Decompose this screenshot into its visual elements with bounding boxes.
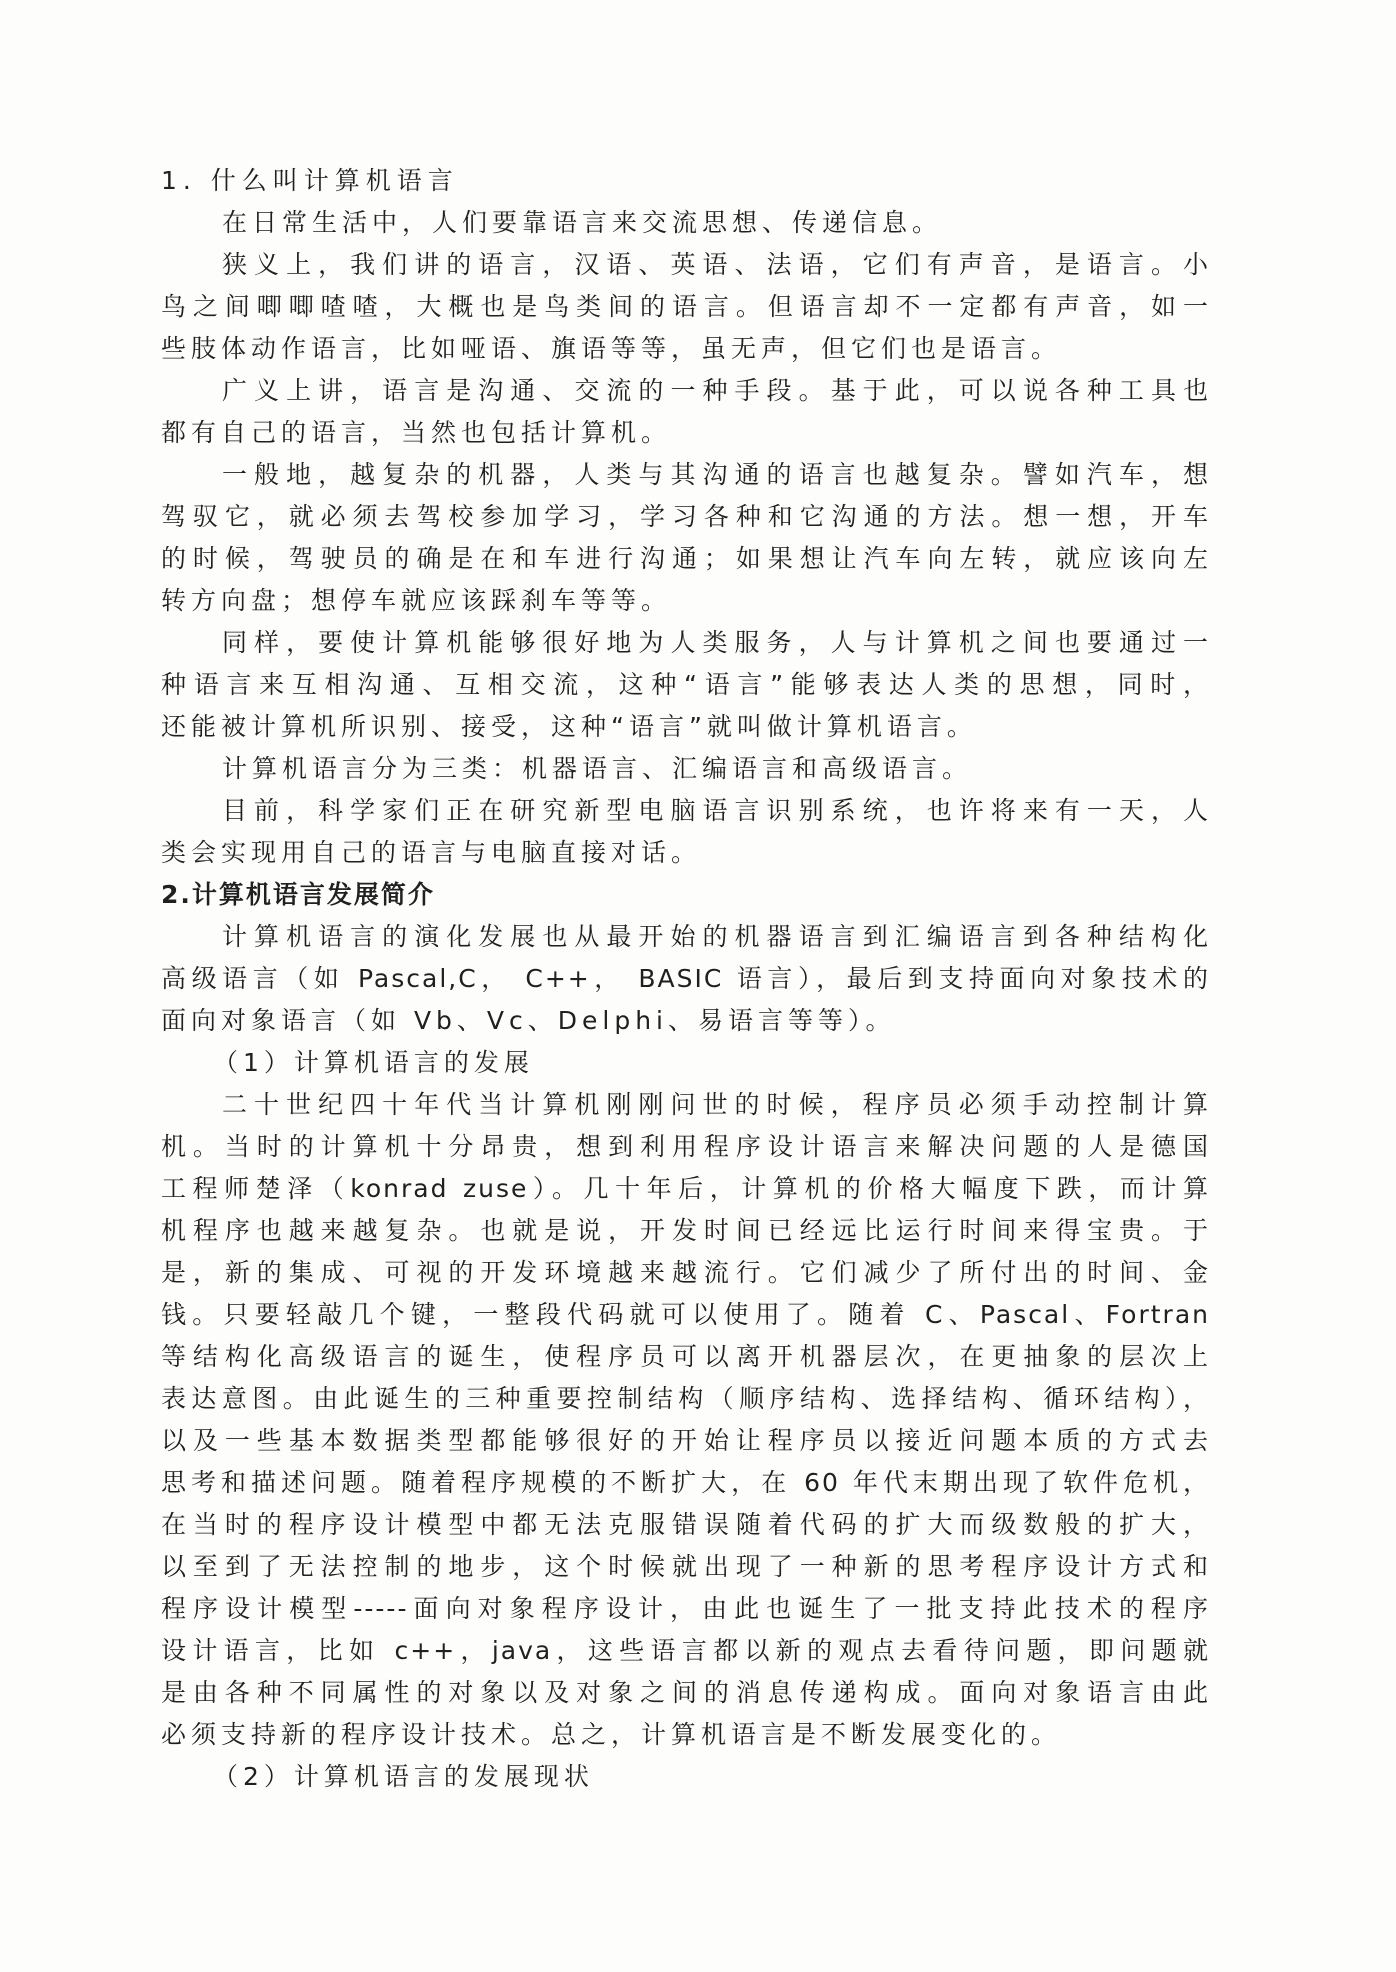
section-heading: 2.计算机语言发展简介 <box>161 880 435 909</box>
text-line: 计算机语言的演化发展也从最开始的机器语言到汇编语言到各种结构化 <box>222 922 1210 951</box>
paragraph <box>161 790 1210 874</box>
text-line: 在日常生活中，人们要靠语言来交流思想、传递信息。 <box>222 208 943 237</box>
text-line: 机。当时的计算机十分昂贵，想到利用程序设计语言来解决问题的人是德国 <box>161 1132 1210 1161</box>
text-line: 高级语言（如 Pascal,C， C++， BASIC 语言），最后到支持面向对象技术的 <box>161 964 1210 993</box>
paragraph <box>161 370 1210 454</box>
paragraph <box>161 202 1210 244</box>
subsection-heading: （2）计算机语言的发展现状 <box>213 1762 594 1791</box>
text-line: 以及一些基本数据类型都能够很好的开始让程序员以接近问题本质的方式去 <box>161 1426 1210 1455</box>
text-line: 思考和描述问题。随着程序规模的不断扩大，在 60 年代末期出现了软件危机， <box>161 1468 1210 1497</box>
text-line: 都有自己的语言，当然也包括计算机。 <box>161 418 672 447</box>
paragraph <box>161 748 1210 790</box>
text-line: 种语言来互相沟通、互相交流，这种“语言”能够表达人类的思想，同时， <box>161 670 1210 699</box>
text-line: 转方向盘；想停车就应该踩刹车等等。 <box>161 586 672 615</box>
text-line: 以至到了无法控制的地步，这个时候就出现了一种新的思考程序设计方式和 <box>161 1552 1210 1581</box>
text-line: 狭义上，我们讲的语言，汉语、英语、法语，它们有声音，是语言。小 <box>222 250 1210 279</box>
text-line: 表达意图。由此诞生的三种重要控制结构（顺序结构、选择结构、循环结构）， <box>161 1384 1210 1413</box>
text-line: 是，新的集成、可视的开发环境越来越流行。它们减少了所付出的时间、金 <box>161 1258 1210 1287</box>
text-line: 鸟之间唧唧喳喳，大概也是鸟类间的语言。但语言却不一定都有声音，如一 <box>161 292 1210 321</box>
text-line: 二十世纪四十年代当计算机刚刚问世的时候，程序员必须手动控制计算 <box>222 1090 1210 1119</box>
section-heading: 1. 什么叫计算机语言 <box>161 166 459 195</box>
subsection-heading: （1）计算机语言的发展 <box>213 1048 534 1077</box>
text-line: 的时候，驾驶员的确是在和车进行沟通；如果想让汽车向左转，就应该向左 <box>161 544 1210 573</box>
paragraph <box>161 454 1210 622</box>
text-line: 驾驭它，就必须去驾校参加学习，学习各种和它沟通的方法。想一想，开车 <box>161 502 1210 531</box>
text-line: 设计语言，比如 c++，java，这些语言都以新的观点去看待问题，即问题就 <box>161 1636 1210 1665</box>
text-line: 计算机语言分为三类：机器语言、汇编语言和高级语言。 <box>222 754 973 783</box>
text-line: 等结构化高级语言的诞生，使程序员可以离开机器层次，在更抽象的层次上 <box>161 1342 1210 1371</box>
text-line: 程序设计模型-----面向对象程序设计，由此也诞生了一批支持此技术的程序 <box>161 1594 1210 1623</box>
paragraph <box>161 244 1210 370</box>
text-line: 类会实现用自己的语言与电脑直接对话。 <box>161 838 702 867</box>
text-line: 钱。只要轻敲几个键，一整段代码就可以使用了。随着 C、Pascal、Fortran <box>161 1300 1210 1329</box>
text-line: 必须支持新的程序设计技术。总之，计算机语言是不断发展变化的。 <box>161 1720 1062 1749</box>
text-line: 工程师楚泽（konrad zuse）。几十年后，计算机的价格大幅度下跌，而计算 <box>161 1174 1210 1203</box>
text-line: 机程序也越来越复杂。也就是说，开发时间已经远比运行时间来得宝贵。于 <box>161 1216 1210 1245</box>
text-line: 面向对象语言（如 Vb、Vc、Delphi、易语言等等）。 <box>161 1006 896 1035</box>
text-line: 还能被计算机所识别、接受，这种“语言”就叫做计算机语言。 <box>161 712 977 741</box>
text-line: 广义上讲，语言是沟通、交流的一种手段。基于此，可以说各种工具也 <box>222 376 1210 405</box>
text-line: 一般地，越复杂的机器，人类与其沟通的语言也越复杂。譬如汽车，想 <box>222 460 1210 489</box>
document-page <box>161 160 1210 1798</box>
text-line: 目前，科学家们正在研究新型电脑语言识别系统，也许将来有一天，人 <box>222 796 1210 825</box>
text-line: 是由各种不同属性的对象以及对象之间的消息传递构成。面向对象语言由此 <box>161 1678 1210 1707</box>
paragraph <box>161 1084 1210 1756</box>
text-line: 在当时的程序设计模型中都无法克服错误随着代码的扩大而级数般的扩大， <box>161 1510 1210 1539</box>
text-line: 些肢体动作语言，比如哑语、旗语等等，虽无声，但它们也是语言。 <box>161 334 1062 363</box>
paragraph <box>161 622 1210 748</box>
text-line: 同样，要使计算机能够很好地为人类服务，人与计算机之间也要通过一 <box>222 628 1210 657</box>
paragraph <box>161 916 1210 1042</box>
